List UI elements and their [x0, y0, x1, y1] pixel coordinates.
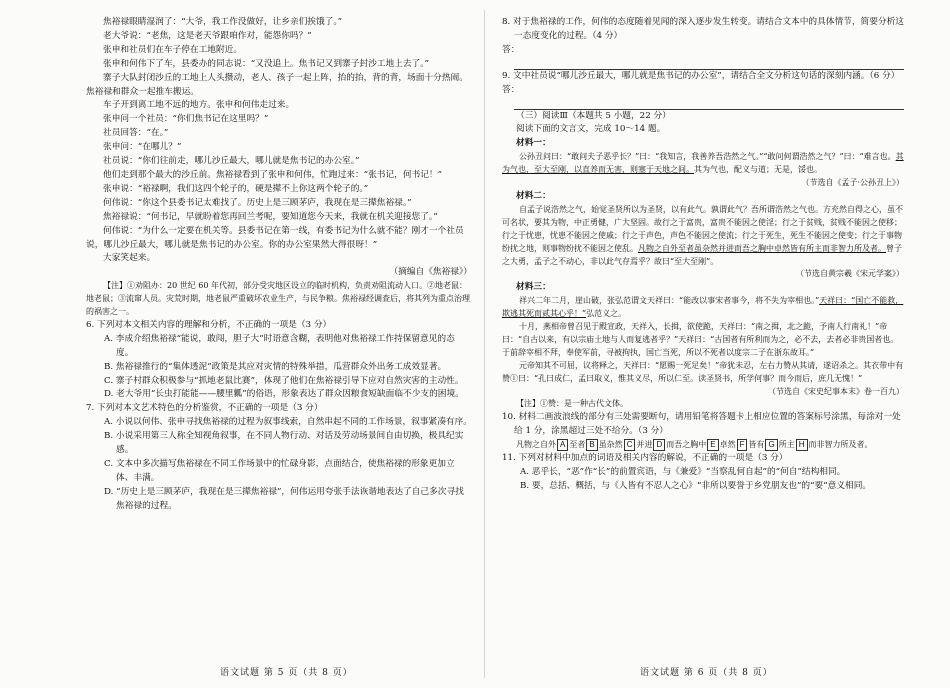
story-paragraph: 张申和社员们在车子停在工地附近。: [103, 44, 242, 55]
story-paragraph: 张申问一个社员：“你们焦书记在这里吗？”: [103, 114, 269, 125]
option-d: D. “历史上是三顾茅庐，我现在是三撵焦裕禄”，何伟运用夸张手法诙谐地表达了自己多次寻找焦裕禄的过程。: [104, 486, 464, 511]
material-2-source: （节选自黄宗羲《宋元学案》）: [796, 269, 904, 279]
option-b: B. 焦裕禄推行的“集体透泥”政策是其应对灾情的特殊举措，瓜营群众外出务工成效显著。: [104, 361, 447, 372]
page-divider: [484, 10, 485, 678]
page-5-column: [86, 16, 472, 514]
question-stem: 6. 下列对本文相关内容的理解和分析，不正确的一项是（3 分）: [86, 319, 332, 330]
option-c: C. 寨子村群众积极参与“抓地老鼠比赛”，体现了他们在焦裕禄引导下应对自然灾害的主动性。: [104, 375, 464, 386]
material-3-para: 祥兴二年二月，崖山破，张弘范谓文天祥曰：“能改以事宋者事今，将不失为宰相也。”天祥曰：“国亡不能救，欺逃其死而贰其心乎！”弘范义之。: [502, 296, 904, 319]
question-8: 8. 对于焦裕禄的工作，何伟的态度随着见闻的深入逐步发生转变。请结合文本中的具体情节，简要分析这一态度变化的过程。（4 分）: [502, 17, 904, 41]
break-option-b[interactable]: B: [586, 439, 597, 451]
answer-line-8: [502, 44, 904, 58]
option-a: A. 恶乎长，“恶”作“长”的前置宾语，与《兼爱》“当察乱何自起”的“何自”结构相同。: [520, 467, 846, 477]
option-b: B. 小说采用第三人称全知视角叙事，在不同人物行动、对话及劳动场景间自由切换，极具纪实感。: [104, 431, 464, 456]
page-6-footer: 语文试题 第 6 页（共 8 页）: [640, 668, 773, 678]
question-6: [86, 319, 472, 402]
material-3-source: （节选自《宋史纪事本末》卷一百九）: [768, 386, 904, 396]
story-paragraph: 张申问：“在哪儿？”: [103, 142, 182, 153]
material-3-note: 【注】①赞：是一种古代文体。: [516, 399, 628, 409]
story-paragraph: 老大爷说：“老焦，这是老天爷跟咱作对，能怨你吗？”: [103, 30, 312, 41]
wavy-underlined-text: 其为气也，至大至刚，以直养而无害，则塞于天地之间。: [502, 152, 904, 175]
answer-line-9: [502, 84, 904, 98]
material-2-label: 材料二：: [516, 190, 551, 201]
material-3-para: 元帝知其不可屈，议将释之，天祥曰：“愿赐一死足矣！”帝犹未忍，左右力赞从其请，遂诏杀之。其衣带中有赞①曰：“孔曰成仁，孟曰取义，惟其义尽，所以仁至。读圣贤书，所学何事？而今而后，庶几无愧！”: [502, 360, 904, 383]
story-excerpt: [86, 16, 472, 266]
question-10: 10. 材料二画波浪线的部分有三处需要断句，请用铅笔将答题卡上相应位置的答案标号涂黑，每涂对一处给 1 分，涂黑超过三处不给分。（3 分）: [502, 412, 901, 437]
section-heading: （三）阅读Ⅲ（本题共 5 小题，22 分）: [516, 110, 671, 121]
material-1-label: 材料一：: [516, 138, 551, 149]
story-paragraph: 社员回答：“在。”: [103, 128, 169, 139]
question-7: [86, 402, 472, 513]
underlined-text: 天祥曰：“国亡不能救，欺逃其死而贰其心乎！”: [502, 296, 904, 319]
answer-blank[interactable]: [514, 58, 904, 70]
story-note: 【注】①劝阻办：20 世纪 60 年代初，部分受灾地区设立的临时机构，负责劝阻流动人口。②地老鼠：地老鼠；③流窜人员。灾荒时期，地老鼠严重破坏农业生产，与民争粮。焦裕禄经调查后，将其列为重点治理的祸害之一。: [86, 281, 470, 317]
story-paragraph: 何伟说：“你这个县委书记太难找了。历史上是三顾茅庐，我现在是三撵焦裕禄。”: [103, 197, 412, 208]
break-option-a[interactable]: A: [557, 439, 568, 451]
break-option-e[interactable]: E: [707, 439, 718, 451]
option-c: C. 文本中多次描写焦裕禄在不同工作场景中的忙碌身影，点面结合，使焦裕禄的形象更加立体、丰满。: [104, 459, 455, 483]
break-option-g[interactable]: G: [765, 439, 777, 451]
option-a: A. 小说以何伟、张申寻找焦裕禄的过程为叙事线索，自然串起不同的工作场景，叙事紧凑有序。: [104, 417, 472, 428]
question-stem: 7. 下列对本文艺术特色的分析鉴赏，不正确的一项是（3 分）: [86, 403, 323, 414]
break-option-d[interactable]: D: [653, 439, 665, 451]
story-paragraph: 张申说：“裕禄啊，我们这四个轮子的，硬是撵不上你这两个轮子的。”: [103, 183, 369, 194]
option-d: D. 老大爷用“长虫打能能——腰里瓤”的俗语，形象表达了群众因粮食短缺面临不少支的困境。: [104, 389, 464, 400]
material-3-para: 十月，燕相帝曾召见于殿宣政，天祥入，长揖，欲使跪，天祥曰：“南之揖，北之跪，予南人行南礼！”帝曰：“自古以来，有以宗庙土地与人而复逃者乎？”天祥曰：“古国者有所利而为之，必不去，去者必非贵国者也。于前辞宰相不拜，奉使军前，寻被拘执，国亡当死，所以不死者以度宗二子在浙东故耳。”: [502, 322, 899, 357]
question-9: 9. 文中社员说“哪儿沙丘最大，哪儿就是焦书记的办公室”，请结合全文分析这句话的深刻内涵。（6 分）: [502, 70, 900, 81]
story-paragraph: 何伟说：“为什么一定要在机关等。县委书记在第一线，有委书记为什么就不能？刚才一个社员说，哪儿沙丘最大，哪儿就是焦书记的办公室。你的办公室果然大得很呀！”: [86, 225, 464, 250]
option-b: B. 要，总括、概括，与《人皆有不忍人之心》“非所以要誉于乡党朋友也”的“要”意义相同。: [520, 480, 872, 491]
reading-instruction: 阅读下面的文言文，完成 10～14 题。: [516, 124, 666, 135]
story-paragraph: 寨子大队封闭沙丘的工地上人头攒动，老人、孩子一起上阵，抬的抬，背的背，场面十分热闹。焦裕禄和群众一起推车搬运。: [86, 72, 468, 97]
story-paragraph: 焦裕禄眼睛湿润了：“大爷，我工作没做好，让乡亲们挨饿了。”: [103, 17, 343, 27]
answer-label: 答：: [502, 84, 520, 95]
answer-label: 答：: [502, 44, 520, 55]
break-option-f[interactable]: F: [737, 439, 748, 451]
story-paragraph: 车子开到离工地不远的地方。张申和何伟走过来。: [103, 100, 295, 111]
material-3-label: 材料三：: [516, 282, 551, 293]
material-1-text: 公孙丑问曰：“敢问夫子恶乎长？”曰：“我知言，我善养吾浩然之气。”“敢问何谓浩然之气？”曰：“难言也。其为气也，至大至刚，以直养而无害，则塞于天地之间。其为气也，配义与道；无是，馁也。: [502, 152, 904, 175]
story-paragraph: 他们走到那个最大的沙丘前。焦裕禄看到了张申和何伟，忙跑过来：“张书记，何书记！”: [103, 169, 443, 180]
material-1-source: （节选自《孟子·公孙丑上》）: [801, 178, 904, 188]
wavy-underlined-text: 凡物之自外至者虽杂然并进而吾之胸中卓然皆有所主而非智力所及者。: [638, 243, 886, 253]
story-paragraph: 焦裕禄说：“何书记，早就盼着您再回兰考呢，要知道您今天来，我就在机关迎接您了。”: [103, 211, 438, 222]
sentence-break-sequence: 凡物之自外 A 至者 B 虽杂然 C 并进 D 而吾之胸中 E 卓然 F 皆有 G 所主 H 而非智力所及者。: [516, 440, 873, 450]
option-a: A. 李成介绍焦裕禄“能说，敢闯，胆子大”时语意含糊，表明他对焦裕禄工作持保留意见的态度。: [104, 333, 455, 358]
break-option-h[interactable]: H: [796, 439, 808, 451]
material-2-text: 自孟子说浩然之气，始觉圣贤所以为圣贤，以有此气。孰谓此气？吾所谓浩然之气也。方充然自得之心，虽不可名状，要其为物，中正勇健，广大坚固。故行之于富贵，富贵不能因之使淫；行之于贫贱，贫贱不能因之使移；行之于忧患，忧患不能因之使戚；行之于声色，声色不能因之使流；行之于死生，死生不能因之使变；行之于事物纷扰之地，则事物纷扰不能因之使乱。凡物之自外至者虽杂然并进而吾之胸中卓然皆有所主而非智力所及者。曾子之大勇，孟子之不动心，非以此气存焉乎？故曰“至大至刚”。: [502, 204, 903, 266]
page-6-column: [502, 16, 904, 494]
break-option-c[interactable]: C: [624, 439, 636, 451]
story-source: （摘编自《焦裕禄》）: [389, 267, 472, 278]
page-5-footer: 语文试题 第 5 页（共 8 页）: [220, 668, 353, 678]
question-11: 11. 下列对材料中加点的词语及相关内容的解说，不正确的一项是（3 分）: [502, 453, 788, 464]
answer-blank[interactable]: [514, 98, 904, 110]
story-paragraph: 张申和何伟下了车，县委办的同志说：“又没追上。焦书记又到寨子封沙工地上去了。”: [103, 58, 429, 69]
story-paragraph: 社员说：“你们往前走，哪儿沙丘最大，哪儿就是焦书记的办公室。”: [103, 156, 360, 167]
story-paragraph: 大家笑起来。: [103, 253, 156, 264]
